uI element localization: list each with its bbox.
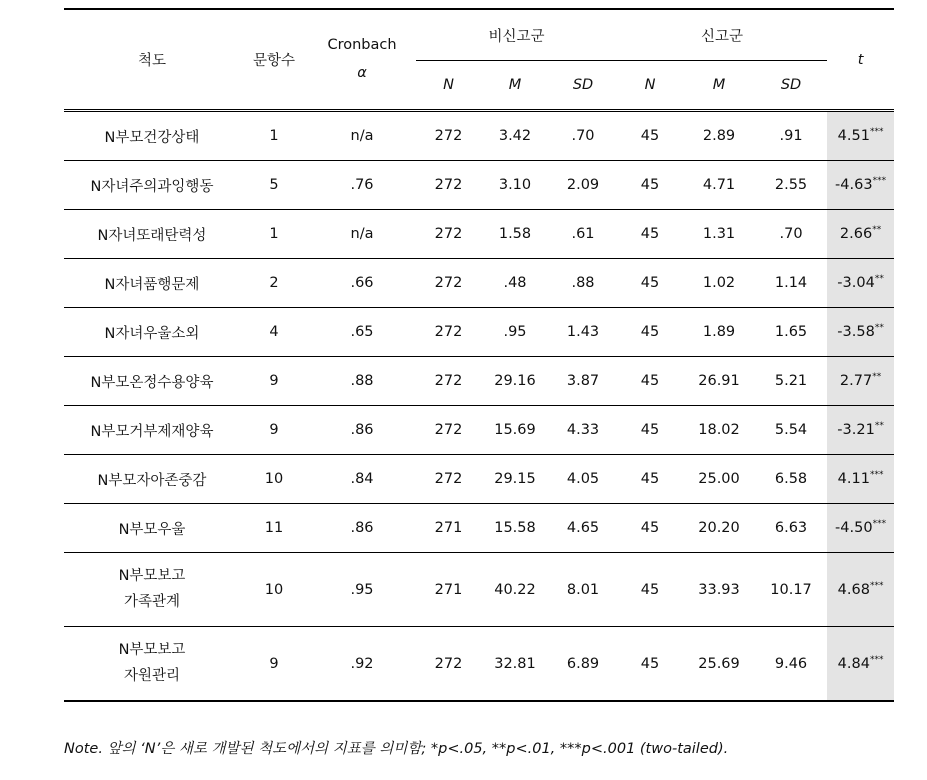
table-body [64,111,894,702]
cell-n-report: 45 [617,308,683,357]
t-statistic: 2.66 [839,226,873,242]
cell-scale: N자녀품행문제 [64,259,240,308]
t-statistic: 4.68 [837,581,870,598]
cell-n-nonreport: 272 [416,455,481,504]
group-header-report: 신고군 [617,9,827,61]
t-statistic: -3.58 [837,324,875,340]
cell-items: 9 [240,357,308,406]
table-row [64,553,894,627]
cell-n-nonreport: 272 [416,357,481,406]
cell-t-value [827,455,894,504]
cell-mean-nonreport: 29.16 [481,357,549,406]
cell-sd-report: 6.58 [755,455,827,504]
cell-mean-report: 1.31 [683,210,755,259]
cell-alpha: n/a [308,210,416,259]
alpha-symbol: α [357,64,367,81]
table-row [64,504,894,553]
cell-mean-report: 18.02 [683,406,755,455]
cell-t-value [827,161,894,210]
significance-marker: *** [869,654,884,665]
cell-items: 5 [240,161,308,210]
significance-marker: ** [872,372,882,383]
cell-n-report: 45 [617,553,683,627]
significance-marker: ** [872,225,882,236]
cell-alpha: .76 [308,161,416,210]
cell-t-value [827,504,894,553]
cell-items: 1 [240,210,308,259]
cell-t-value [827,259,894,308]
cell-sd-report: 5.21 [755,357,827,406]
cell-mean-report: 25.00 [683,455,755,504]
table-row [64,357,894,406]
cell-scale: N자녀우울소외 [64,308,240,357]
cell-mean-report: 33.93 [683,553,755,627]
cell-sd-nonreport: .61 [549,210,617,259]
cell-items: 10 [240,455,308,504]
cell-mean-nonreport: 29.15 [481,455,549,504]
cell-sd-nonreport: 4.05 [549,455,617,504]
cell-sd-nonreport: 4.33 [549,406,617,455]
cell-mean-nonreport: 15.58 [481,504,549,553]
sub-header-m: M [508,77,522,93]
cell-n-report: 45 [617,357,683,406]
cell-n-report: 45 [617,210,683,259]
cell-sd-nonreport: 3.87 [549,357,617,406]
cell-sd-report: 1.65 [755,308,827,357]
cell-t-value [827,553,894,627]
cell-mean-nonreport: 32.81 [481,627,549,702]
cell-t-value [827,406,894,455]
cell-sd-report: 2.55 [755,161,827,210]
stats-table-container [64,8,894,702]
cell-n-nonreport: 272 [416,308,481,357]
cell-scale [64,627,240,702]
cell-n-nonreport: 271 [416,553,481,627]
cell-mean-nonreport: 15.69 [481,406,549,455]
cell-t-value [827,357,894,406]
cell-scale: N부모우울 [64,504,240,553]
cell-mean-nonreport: 3.10 [481,161,549,210]
cell-sd-nonreport: 2.09 [549,161,617,210]
significance-marker: *** [872,519,887,530]
cell-mean-report: 25.69 [683,627,755,702]
significance-marker: *** [872,176,887,187]
significance-marker: *** [869,580,884,591]
cell-n-nonreport: 272 [416,259,481,308]
t-statistic: -4.63 [835,177,873,193]
table-row [64,161,894,210]
cell-items: 1 [240,111,308,161]
cell-mean-nonreport: 40.22 [481,553,549,627]
col-header-cronbach [308,9,416,111]
comparison-table [64,8,894,702]
cell-items: 11 [240,504,308,553]
sub-header-sd: SD [572,77,594,93]
col-header-t: t [827,9,894,111]
cell-n-report: 45 [617,627,683,702]
scale-name-line2: 자원관리 [123,667,181,684]
cell-scale: N부모자아존중감 [64,455,240,504]
significance-marker: ** [874,421,884,432]
cell-n-report: 45 [617,406,683,455]
cell-n-nonreport: 272 [416,210,481,259]
table-header [64,9,894,111]
significance-marker: ** [874,274,884,285]
cell-items: 10 [240,553,308,627]
t-statistic: 4.11 [837,471,870,487]
t-statistic: 4.84 [837,655,870,672]
cell-sd-nonreport: 4.65 [549,504,617,553]
cell-n-nonreport: 272 [416,406,481,455]
cell-sd-nonreport: 8.01 [549,553,617,627]
t-statistic: -3.21 [837,422,875,438]
cell-sd-nonreport: 6.89 [549,627,617,702]
cell-items: 9 [240,406,308,455]
significance-marker: *** [869,470,884,481]
cell-sd-nonreport: .70 [549,111,617,161]
cell-sd-report: 6.63 [755,504,827,553]
scale-name-line1: N부모보고 [118,568,186,585]
table-row [64,259,894,308]
cell-mean-report: 20.20 [683,504,755,553]
cell-mean-nonreport: .48 [481,259,549,308]
cell-sd-report: 10.17 [755,553,827,627]
sub-header-m: M [712,77,726,93]
sub-header-sd: SD [780,77,802,93]
cell-t-value [827,627,894,702]
cell-sd-report: .70 [755,210,827,259]
cell-t-value [827,210,894,259]
scale-name-line1: N부모보고 [118,642,186,659]
cell-alpha: .84 [308,455,416,504]
cell-scale: N부모건강상태 [64,111,240,161]
col-header-items: 문항수 [240,9,308,111]
cell-alpha: n/a [308,111,416,161]
significance-marker: *** [869,127,884,138]
table-row [64,308,894,357]
cell-alpha: .86 [308,406,416,455]
cell-mean-report: 4.71 [683,161,755,210]
cell-n-report: 45 [617,504,683,553]
cell-scale: N부모거부제재양육 [64,406,240,455]
cell-scale: N부모온정수용양육 [64,357,240,406]
group-header-nonreport: 비신고군 [416,9,617,61]
table-row [64,627,894,702]
scale-name-line2: 가족관계 [123,593,181,610]
cell-alpha: .65 [308,308,416,357]
table-row [64,210,894,259]
cell-items: 9 [240,627,308,702]
cell-n-nonreport: 272 [416,161,481,210]
cell-alpha: .88 [308,357,416,406]
cell-alpha: .95 [308,553,416,627]
cell-alpha: .66 [308,259,416,308]
t-statistic: -3.04 [837,275,875,291]
cell-sd-report: 1.14 [755,259,827,308]
cell-n-nonreport: 272 [416,627,481,702]
cell-n-report: 45 [617,161,683,210]
cell-n-report: 45 [617,259,683,308]
cell-scale: N자녀주의과잉행동 [64,161,240,210]
cell-mean-nonreport: .95 [481,308,549,357]
table-row [64,455,894,504]
cell-items: 2 [240,259,308,308]
cell-mean-report: 2.89 [683,111,755,161]
cell-n-nonreport: 272 [416,111,481,161]
table-row [64,111,894,161]
table-note: Note. 앞의 ‘N’은 새로 개발된 척도에서의 지표를 의미함; *p<.05, **p<.01, ***p<.001 (two-tailed). [64,741,729,757]
cell-sd-report: 9.46 [755,627,827,702]
cell-sd-report: 5.54 [755,406,827,455]
cell-mean-report: 1.89 [683,308,755,357]
t-statistic: 2.77 [839,373,873,389]
cell-sd-nonreport: .88 [549,259,617,308]
t-statistic: -4.50 [835,520,873,536]
cell-mean-nonreport: 1.58 [481,210,549,259]
cell-t-value [827,308,894,357]
sub-header-n: N [443,77,454,93]
cell-alpha: .92 [308,627,416,702]
table-row [64,406,894,455]
cell-t-value [827,111,894,161]
cell-alpha: .86 [308,504,416,553]
cell-sd-nonreport: 1.43 [549,308,617,357]
cronbach-label: Cronbach [327,36,397,53]
cell-sd-report: .91 [755,111,827,161]
cell-scale: N자녀또래탄력성 [64,210,240,259]
cell-n-nonreport: 271 [416,504,481,553]
cell-mean-report: 1.02 [683,259,755,308]
cell-items: 4 [240,308,308,357]
cell-n-report: 45 [617,455,683,504]
sub-header-n: N [644,77,656,93]
cell-mean-report: 26.91 [683,357,755,406]
col-header-scale: 척도 [64,9,240,111]
cell-n-report: 45 [617,111,683,161]
significance-marker: ** [874,323,884,334]
t-statistic: 4.51 [837,128,870,144]
cell-scale [64,553,240,627]
cell-mean-nonreport: 3.42 [481,111,549,161]
